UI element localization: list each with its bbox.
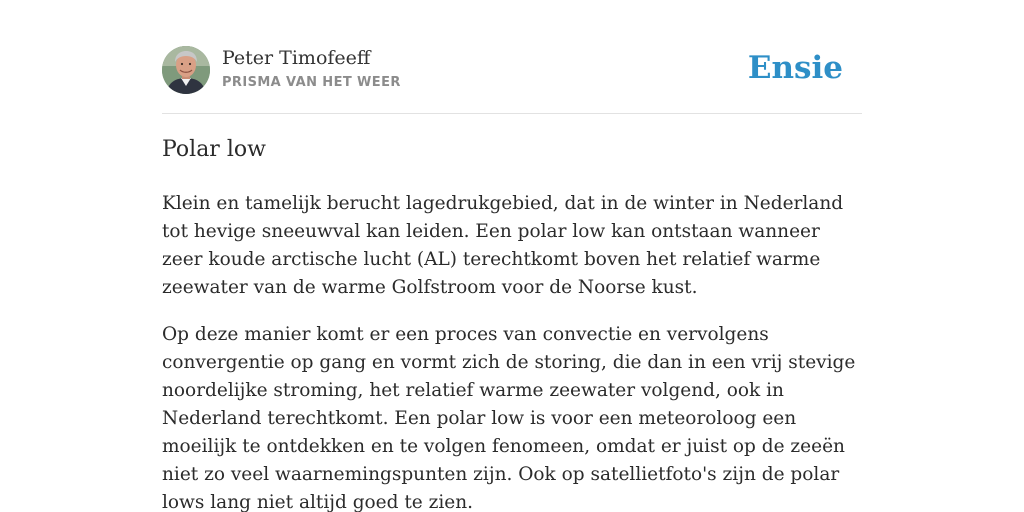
brand-logo[interactable]: Ensie [747,50,843,86]
entry-header [162,46,862,96]
entry-paragraph-1: Klein en tamelijk berucht lagedrukgebied, dat in de winter in Nederland tot hevige sneeuwval kan leiden. Een polar low kan ontstaan wanneer zeer koude arctische lucht (AL) terechtkomt boven het relatief warme zeewater van de warme Golfstroom voor de Noorse kust. [162,193,844,298]
author-name[interactable]: Peter Timofeeff [222,47,371,69]
entry-card [162,0,862,512]
author-portrait-icon [162,46,210,94]
publication-name[interactable]: PRISMA VAN HET WEER [222,75,401,90]
entry-title: Polar low [162,137,266,162]
header-divider [162,113,862,114]
entry-paragraph-2: Op deze manier komt er een proces van convectie en vervolgens convergentie op gang en vormt zich de storing, die dan in een vrij stevige noordelijke stroming, het relatief warme zeewater volgend, ook in Nederland terechtkomt. Een polar low is voor een meteoroloog een moeilijk te ontdekken en te volgen fenomeen, omdat er juist op de zeeën niet zo veel waarnemingspunten zijn. Ook op satellietfoto's zijn de polar lows lang niet altijd goed te zien. [162,324,856,512]
author-avatar[interactable] [162,46,210,94]
